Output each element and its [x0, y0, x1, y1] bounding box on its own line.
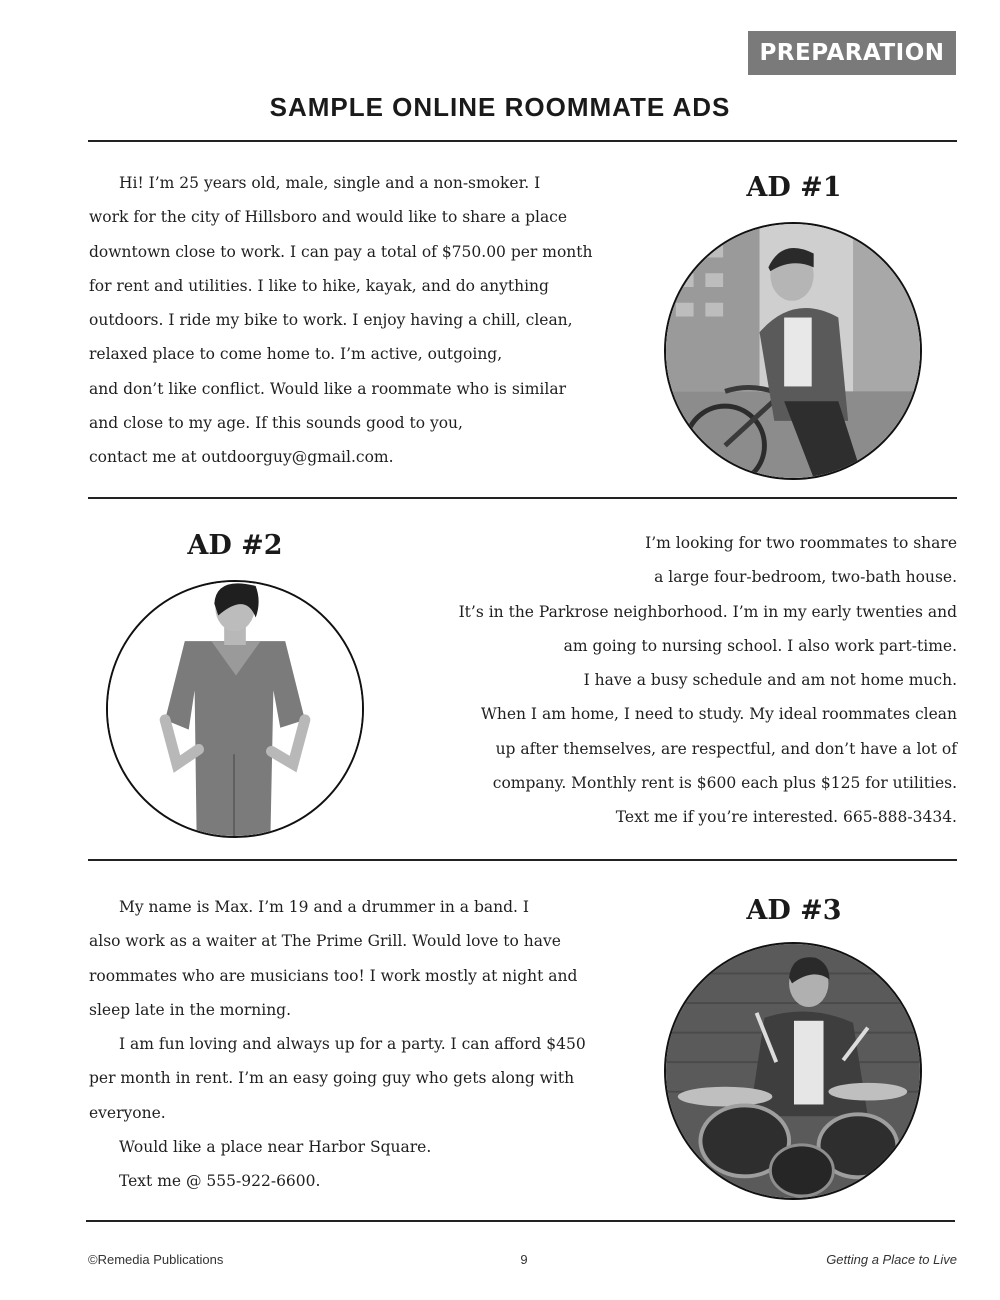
- ad-1-line: for rent and utilities. I like to hike, kayak, and do anything: [89, 276, 549, 295]
- ad-1-line: downtown close to work. I can pay a total of $750.00 per month: [89, 242, 593, 261]
- ad-3-line: My name is Max. I’m 19 and a drummer in a band. I: [119, 898, 529, 916]
- ad-2-line: I’m looking for two roommates to share: [645, 534, 957, 552]
- ad-3-line: Would like a place near Harbor Square.: [119, 1138, 432, 1157]
- ad-1-line: outdoors. I ride my bike to work. I enjoy having a chill, clean,: [89, 311, 573, 330]
- footer-publisher: ©Remedia Publications: [88, 1252, 224, 1267]
- section-badge: PREPARATION: [748, 31, 956, 75]
- drummer-photo-icon: [664, 942, 922, 1200]
- ad-3-line: Text me @ 555-922-6600.: [119, 1172, 321, 1191]
- ad-2-heading: AD #2: [187, 530, 283, 561]
- ad-3-text: [89, 890, 659, 1199]
- ad-2-line: It’s in the Parkrose neighborhood. I’m in my early twenties and: [458, 602, 957, 621]
- divider: [88, 497, 957, 499]
- divider: [88, 140, 957, 142]
- ad-1-heading: AD #1: [746, 172, 842, 203]
- ad-2-text: [380, 526, 957, 835]
- ad-3-line: sleep late in the morning.: [89, 1000, 292, 1019]
- woman-in-scrubs-photo-icon: [106, 580, 364, 838]
- man-on-bicycle-photo-icon: [664, 222, 922, 480]
- ad-1-line: work for the city of Hillsboro and would like to share a place: [89, 208, 568, 227]
- ad-2-line: company. Monthly rent is $600 each plus $125 for utilities.: [492, 774, 957, 793]
- ad-2-line: a large four-bedroom, two-bath house.: [654, 568, 957, 587]
- divider: [86, 1220, 955, 1222]
- ad-2-line: When I am home, I need to study. My ideal roommates clean: [480, 705, 957, 724]
- ad-1-line: relaxed place to come home to. I’m active, outgoing,: [89, 345, 503, 364]
- ad-1-text: [89, 166, 659, 475]
- page-title: SAMPLE ONLINE ROOMMATE ADS: [269, 92, 731, 122]
- divider: [88, 859, 957, 861]
- ad-1-line: and don’t like conflict. Would like a roommate who is similar: [89, 379, 566, 398]
- ad-3-line: also work as a waiter at The Prime Grill. Would love to have: [89, 932, 561, 951]
- ad-3-line: I am fun loving and always up for a party. I can afford $450: [119, 1035, 586, 1054]
- ad-3-line: roommates who are musicians too! I work mostly at night and: [89, 966, 578, 985]
- ad-1-line: and close to my age. If this sounds good to you,: [89, 414, 463, 433]
- ad-1-line: Hi! I’m 25 years old, male, single and a non-smoker. I: [119, 174, 541, 192]
- ad-2-line: Text me if you’re interested. 665-888-3434.: [615, 808, 957, 827]
- ad-3-line: everyone.: [89, 1103, 166, 1122]
- ad-3-line: per month in rent. I’m an easy going guy who gets along with: [89, 1069, 575, 1088]
- ad-3-heading: AD #3: [746, 895, 842, 926]
- ad-2-line: I have a busy schedule and am not home much.: [583, 671, 957, 690]
- footer-page-number: 9: [520, 1252, 528, 1267]
- ad-1-line: contact me at outdoorguy@gmail.com.: [89, 448, 394, 467]
- ad-2-line: up after themselves, are respectful, and don’t have a lot of: [495, 739, 957, 758]
- ad-2-line: am going to nursing school. I also work part-time.: [563, 636, 957, 655]
- footer-book-title: Getting a Place to Live: [826, 1252, 957, 1267]
